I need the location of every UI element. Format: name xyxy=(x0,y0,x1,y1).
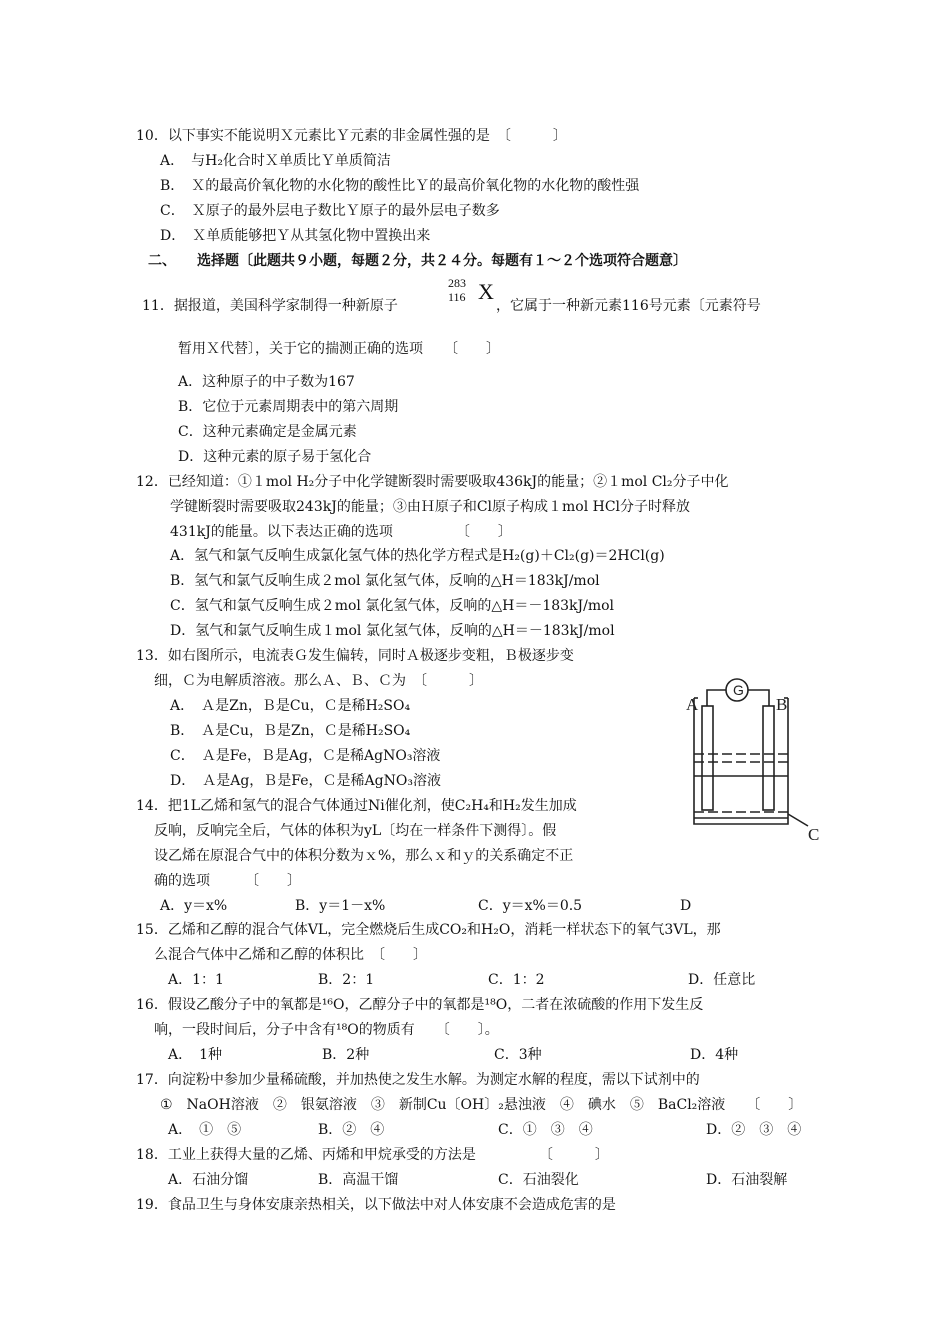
q16-option-a: A． 1种 xyxy=(168,1047,223,1063)
q12-option-a: A．氢气和氯气反响生成氯化氢气体的热化学方程式是H₂(g)＋Cl₂(g)＝2HCl(g) xyxy=(170,548,665,564)
q15-line1: 15．乙烯和乙醇的混合气体VL，完全燃烧后生成CO₂和H₂O，消耗一样状态下的氧气3VL，那 xyxy=(136,922,721,938)
q11-option-a: A．这种原子的中子数为167 xyxy=(178,374,355,390)
electrode-b xyxy=(763,706,774,810)
q16-line2: 响，一段时间后，分子中含有¹⁸O的物质有 〔 〕。 xyxy=(154,1022,499,1038)
q17-line2: ① NaOH溶液 ② 银氨溶液 ③ 新制Cu〔OH〕₂悬浊液 ④ 碘水 ⑤ BaCl₂溶液 〔 〕 xyxy=(160,1097,803,1113)
q15-option-c: C．1：2 xyxy=(488,972,545,988)
q19-stem: 19．食品卫生与身体安康亲热相关，以下做法中对人体安康不会造成危害的是 xyxy=(136,1197,616,1213)
q18-option-a: A．石油分馏 xyxy=(168,1172,249,1188)
q18-option-c: C．石油裂化 xyxy=(498,1172,579,1188)
q12-option-b: B．氢气和氯气反响生成２mol 氯化氢气体，反响的△H＝183kJ/mol xyxy=(170,573,600,589)
section-heading: 二、 选择题〔此题共９小题，每题２分，共２４分。每题有１～２个选项符合题意〕 xyxy=(148,253,687,269)
electrolysis-cell-diagram xyxy=(682,676,832,846)
q11-stem-part1: 11．据报道，美国科学家制得一种新原子 xyxy=(142,298,398,314)
q13-option-a: A． Ａ是Zn，Ｂ是Cu，Ｃ是稀H₂SO₄ xyxy=(170,698,411,714)
q12-line3: 431kJ的能量。以下表达正确的选项 〔 〕 xyxy=(170,524,512,540)
q12-line2: 学键断裂时需要吸取243kJ的能量；③由Ｈ原子和Cl原子构成１mol HCl分子时释放 xyxy=(170,499,691,515)
q14-line1: 14．把1L乙烯和氢气的混合气体通过Ni催化剂，使C₂H₄和H₂发生加成 xyxy=(136,798,577,814)
q14-option-a: A．y＝x% xyxy=(160,898,228,914)
q17-option-a: A． ① ⑤ xyxy=(168,1122,242,1138)
q18-option-b: B．高温干馏 xyxy=(318,1172,399,1188)
diagram-label-b: B xyxy=(776,695,788,714)
isotope-symbol: X xyxy=(478,279,494,304)
q15-option-d: D．任意比 xyxy=(688,972,756,988)
q11-option-b: B．它位于元素周期表中的第六周期 xyxy=(178,399,399,415)
q13-option-d: D． Ａ是Ag，Ｂ是Fe，Ｃ是稀AgNO₃溶液 xyxy=(170,773,441,789)
q18-option-d: D．石油裂解 xyxy=(706,1172,788,1188)
q10-option-b: B． Ｘ的最高价氧化物的水化物的酸性比Ｙ的最高价氧化物的水化物的酸性强 xyxy=(160,178,640,194)
q10-option-c: C． Ｘ原子的最外层电子数比Ｙ原子的最外层电子数多 xyxy=(160,203,500,219)
electrode-a xyxy=(702,706,713,810)
q13-option-b: B． Ａ是Cu，Ｂ是Zn，Ｃ是稀H₂SO₄ xyxy=(170,723,411,739)
q12-option-c: C．氢气和氯气反响生成２mol 氯化氢气体，反响的△H＝－183kJ/mol xyxy=(170,598,615,614)
q10-stem: 10．以下事实不能说明Ｘ元素比Ｙ元素的非金属性强的是 〔 〕 xyxy=(136,128,567,144)
q17-option-c: C．① ③ ④ xyxy=(498,1122,593,1138)
q10-option-a: A． 与H₂化合时Ｘ单质比Ｙ单质简洁 xyxy=(160,153,391,169)
q17-line1: 17．向淀粉中参加少量稀硫酸，并加热使之发生水解。为测定水解的程度，需以下试剂中的 xyxy=(136,1072,700,1088)
q14-option-d: D xyxy=(680,898,692,914)
q11-option-d: D．这种元素的原子易于氢化合 xyxy=(178,449,372,465)
q14-line4: 确的选项 〔 〕 xyxy=(154,873,301,889)
q15-option-b: B．2：1 xyxy=(318,972,375,988)
q13-line1: 13．如右图所示，电流表Ｇ发生偏转，同时Ａ极逐步变粗，Ｂ极逐步变 xyxy=(136,648,574,664)
diagram-label-a: A xyxy=(686,695,699,714)
q14-line2: 反响，反响完全后，气体的体积为yL〔均在一样条件下测得〕。假 xyxy=(154,823,557,839)
q15-line2: 么混合气体中乙烯和乙醇的体积比 〔 〕 xyxy=(154,947,427,963)
q11-stem-part2: ，它属于一种新元素116号元素〔元素符号 xyxy=(496,298,761,314)
q16-line1: 16．假设乙酸分子中的氧都是¹⁶O，乙醇分子中的氧都是¹⁸O，二者在浓硫酸的作用下发生反 xyxy=(136,997,704,1013)
q11-stem-part3: 暂用Ｘ代替〕，关于它的揣测正确的选项 〔 〕 xyxy=(178,341,500,357)
q17-option-b: B．② ④ xyxy=(318,1122,385,1138)
q11-option-c: C．这种元素确定是金属元素 xyxy=(178,424,357,440)
diagram-label-g: G xyxy=(733,682,744,698)
isotope-atomic-number: 116 xyxy=(448,290,466,304)
q13-option-c: C． Ａ是Fe，Ｂ是Ag，Ｃ是稀AgNO₃溶液 xyxy=(170,748,441,764)
q12-option-d: D．氢气和氯气反响生成１mol 氯化氢气体，反响的△H＝－183kJ/mol xyxy=(170,623,615,639)
q10-option-d: D． Ｘ单质能够把Ｙ从其氢化物中置换出来 xyxy=(160,228,431,244)
q14-option-c: C．y＝x%＝0.5 xyxy=(478,898,583,914)
q16-option-b: B．2种 xyxy=(322,1047,370,1063)
isotope-mass-number: 283 xyxy=(448,276,466,290)
q18-stem: 18．工业上获得大量的乙烯、丙烯和甲烷承受的方法是 〔 〕 xyxy=(136,1147,609,1163)
q13-line2: 细，Ｃ为电解质溶液。那么Ａ、Ｂ、Ｃ为 〔 〕 xyxy=(154,673,483,689)
q14-option-b: B．y＝1－x% xyxy=(295,898,386,914)
q12-line1: 12．已经知道：①１mol H₂分子中化学键断裂时需要吸取436kJ的能量；②１mol Cl₂分子中化 xyxy=(136,474,729,490)
q15-option-a: A．1：1 xyxy=(168,972,224,988)
q16-option-c: C．3种 xyxy=(494,1047,542,1063)
q14-line3: 设乙烯在原混合气中的体积分数为ｘ%，那么ｘ和ｙ的关系确定不正 xyxy=(154,848,574,864)
q17-option-d: D．② ③ ④ xyxy=(706,1122,802,1138)
diagram-label-c: C xyxy=(808,825,820,844)
q16-option-d: D．4种 xyxy=(690,1047,739,1063)
